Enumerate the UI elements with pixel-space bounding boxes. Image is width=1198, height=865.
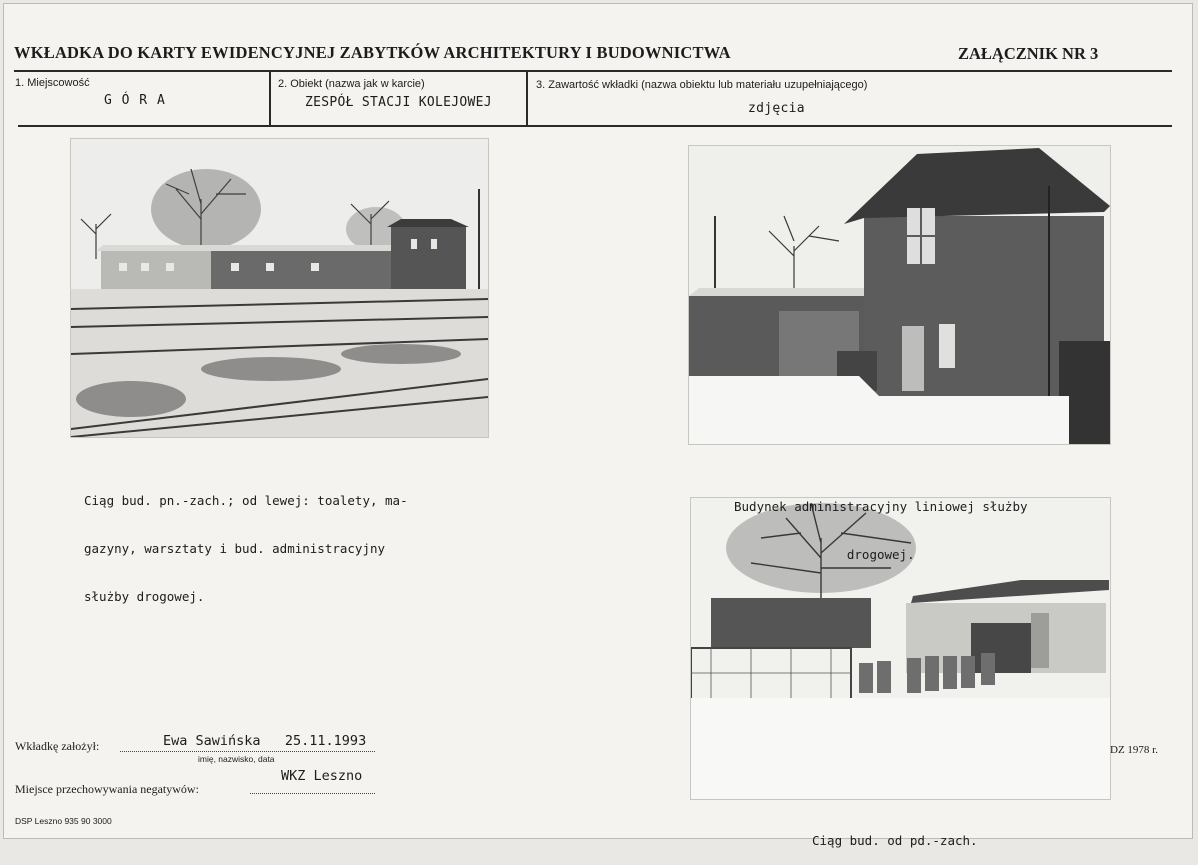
field-divider-1 (269, 72, 271, 126)
created-by-hint: imię, nazwisko, data (198, 754, 275, 764)
created-by-line (120, 751, 375, 752)
caption-line: Ciąg bud. pn.-zach.; od lewej: toalety, ma- (84, 493, 408, 508)
created-by-value: Ewa Sawińska 25.11.1993 (163, 733, 367, 749)
photo-railway-buildings (70, 138, 489, 438)
print-code: DSP Leszno 935 90 3000 (15, 816, 112, 826)
photo-2-caption (734, 467, 1028, 579)
locality-value: G Ó R A (104, 93, 166, 108)
annex-number: ZAŁĄCZNIK NR 3 (958, 44, 1099, 63)
caption-line: Ciąg bud. od pd.-zach. (812, 833, 978, 848)
caption-line: Budynek administracyjny liniowej służby (734, 499, 1028, 514)
caption-line: gazyny, warsztaty i bud. administracyjny (84, 541, 386, 556)
content-value: zdjęcia (748, 101, 805, 116)
negatives-storage-label: Miejsce przechowywania negatywów: (15, 782, 199, 796)
photo-1-caption (84, 461, 408, 621)
caption-line: służby drogowej. (84, 589, 205, 604)
photo-3-caption (812, 801, 978, 865)
photo-administrative-building (688, 145, 1111, 445)
locality-label: 1. Miejscowość (15, 77, 90, 89)
content-label: 3. Zawartość wkładki (nazwa obiektu lub materiału uzupełniającego) (536, 79, 868, 91)
negatives-storage-value: WKZ Leszno (281, 768, 363, 784)
sheet-title: WKŁADKA DO KARTY EWIDENCYJNEJ ZABYTKÓW ARCHITEKTURY I BUDOWNICTWA (14, 43, 731, 62)
created-by-label: Wkładkę założył: (15, 739, 100, 753)
header-rule (14, 70, 1172, 72)
edge-print-text: DZ 1978 r. (1110, 744, 1158, 756)
caption-line: drogowej. (846, 547, 915, 562)
negatives-storage-line (250, 793, 375, 794)
field-divider-2 (526, 72, 528, 126)
object-value: ZESPÓŁ STACJI KOLEJOWEJ (305, 95, 492, 110)
object-label: 2. Obiekt (nazwa jak w karcie) (278, 78, 425, 90)
fields-rule (18, 125, 1172, 127)
